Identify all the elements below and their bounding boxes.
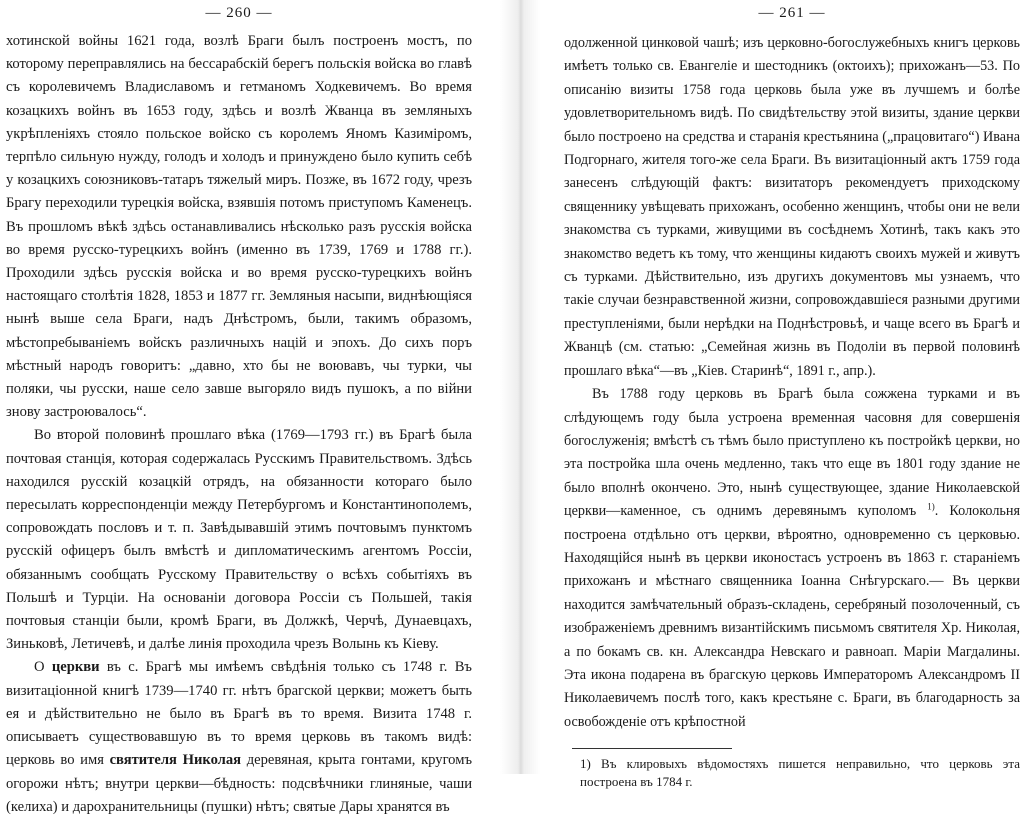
- footnote: 1) Въ клировыхъ вѣдомостяхъ пишется неправильно, что церковь эта построена въ 1784 г.: [580, 756, 1020, 790]
- right-paragraph-1: одолженной цинковой чашѣ; изъ церковно-богослужебныхъ книгъ церковь имѣетъ только св. Евангеліе и шестодникъ (октоихъ); прихожанъ—53. По описанію визиты 1758 года церковь была уже въ лучшемъ и болѣе удовлетворительномъ видѣ. По свидѣтельству этой визиты, здание церкви было построено на средства и старанія крестьянина („працовитаго“) Ивана Подгорнаго, жителя того-же села Браги. Въ визитаціонный актъ 1759 года занесенъ слѣдующій фактъ: визитаторъ рекомендуетъ приходскому священнику увѣщевать прихожанъ, особенно женщинъ, чтобы они не вели знакомства съ турками, живущими въ сосѣднемъ Хотинѣ, такъ какъ это знакомство ведетъ къ тому, что женщины кидаютъ своихъ мужей и живутъ съ турками. Дѣйствительно, изъ другихъ документовъ мы узнаемъ, что такіе случаи безнравственной жизни, сопровождавшіеся разными другими преступленіями, были нерѣдки на Поднѣстровьѣ, и чаще всего въ Брагѣ и Жванцѣ (см. статью: „Семейная жизнь въ Подоліи въ первой половинѣ прошлаго вѣка“—въ „Кіев. Старинѣ“, 1891 г., апр.).: [564, 35, 1020, 379]
- p3-mid: въ с. Брагѣ мы имѣемъ свѣдѣнія только съ 1748 г. Въ визитаціонной книгѣ 1739—1740 гг. нѣтъ брагской церкви; можетъ быть ея и дѣйствительно не было въ Брагѣ въ то время. Визита 1748 г. описываетъ существовавшую въ то время церковь въ такомъ видѣ: церковь во имя: [6, 659, 472, 769]
- right-body-text: [564, 32, 1020, 791]
- right-page-number: — 261 —: [758, 5, 826, 21]
- p3-bold-saint: святителя Николая: [109, 752, 242, 769]
- right-page: [560, 0, 1024, 790]
- left-paragraph-2: Во второй половинѣ прошлаго вѣка (1769—1793 гг.) въ Брагѣ была почтовая станція, которая содержалась Русскимъ Правительствомъ. Здѣсь находился русскій козацкій отрядъ, на обязанности котораго было пересылать корреспонденціи между Петербургомъ и Константинополемъ, сопровождать пословъ и т. п. Завѣдывавшій этимъ почтовымъ пунктомъ русскій офицеръ былъ вмѣстѣ и дипломатическимъ агентомъ Россіи, обязаннымъ сообщать Русскому Правительству о всѣхъ событіяхъ въ Польшѣ и Турціи. На основаніи договора Россіи съ Польшей, такія почтовыя станціи были, кромѣ Браги, въ Должкѣ, Черчѣ, Дунаевцахъ, Зиньковѣ, Летичевѣ, и далѣе линія проходила чрезъ Волынь къ Кіеву.: [6, 427, 472, 653]
- p3-tail: деревяная, крыта гонтами, кругомъ огорожи нѣтъ; внутри церкви—бѣдность: подсвѣчники глиняные, чаши (келиха) и дарохранительницы (пушки) нѣтъ; святые Дары хранятся въ: [6, 752, 472, 815]
- left-paragraph-1: хотинской войны 1621 года, возлѣ Браги былъ построенъ мостъ, по которому переправлялись на бессарабскій берегъ польскія войска во главѣ съ королевичемъ Владиславомъ и гетманомъ Ходкевичемъ. Во время козацкихъ войнъ въ 1653 году, здѣсь и возлѣ Жванца въ земляныхъ укрѣпленіяхъ стояло польское войско съ королемъ Яномъ Казиміромъ, терпѣло сильную нужду, голодъ и холодъ и принуждено было купить себѣ у козацкихъ союзниковъ-татаръ тяжелый миръ. Позже, въ 1672 году, чрезъ Брагу переходили турецкія войска, взявшія потомъ приступомъ Каменецъ. Въ прошломъ вѣкѣ здѣсь останавливались нѣсколько разъ русскія войска во время русско-турецкихъ войнъ (именно въ 1739, 1769 и 1788 гг.). Проходили здѣсь русскія войска и во время русско-турецкихъ войнъ настоящаго столѣтія 1828, 1853 и 1877 гг. Земляныя насыпи, виднѣющіяся нынѣ выше села Браги, надъ Днѣстромъ, были, такимъ образомъ, мѣстопребываніемъ войскъ различныхъ націй и эпохъ. До сихъ поръ мѣстный народъ говоритъ: „давно, хто бы не воювавъ, чы турки, чы поляки, чы русски, наше село завше выгоряло видъ пушокъ, а по війни знову застроювалось“.: [6, 33, 472, 421]
- footnote-mark: 1): [927, 501, 935, 512]
- left-body-text: [6, 30, 472, 819]
- p3-lead: О: [34, 659, 52, 676]
- left-page-number: — 260 —: [205, 5, 273, 21]
- p2-before-note: Въ 1788 году церковь въ Брагѣ была сожжена турками и въ слѣдующемъ году была устроена временная часовня для совершенія богослуженія; вмѣстѣ съ тѣмъ было приступлено къ постройкѣ церкви, но эта постройка шла очень медленно, такъ что еще въ 1801 году здание не было вполнѣ окончено. Это, нынѣ существующее, здание Николаевской церкви—каменное, съ однимъ деревянымъ куполомъ: [564, 386, 1020, 520]
- left-paragraph-3: [6, 656, 472, 818]
- p2-after-note: . Колокольня построена отдѣльно отъ церкви, вѣроятно, одновременно съ церковью. Находящійся нынѣ въ церкви иконостасъ устроенъ въ 1863 г. старанiемъ прихожанъ и мѣстнаго священника Іоанна Снѣгурскаго.— Въ церкви находится замѣчательный образъ-складень, серебряный позолоченный, съ изображеніемъ древнимъ византійскимъ письмомъ святителя Хр. Николая, а по бокамъ св. кн. Александра Невскаго и равноап. Маріи Магдалины. Эта икона подарена въ брагскую церковь Императоромъ Александромъ II Николаевичемъ послѣ того, какъ крестьяне с. Браги, въ благодарность за освобожденіе отъ крѣпостной: [564, 503, 1020, 730]
- right-paragraph-2: [564, 383, 1020, 734]
- book-spine: [500, 0, 540, 774]
- left-page: [0, 0, 478, 815]
- p3-bold-church: церкви: [51, 659, 100, 676]
- footnote-divider: [572, 748, 732, 749]
